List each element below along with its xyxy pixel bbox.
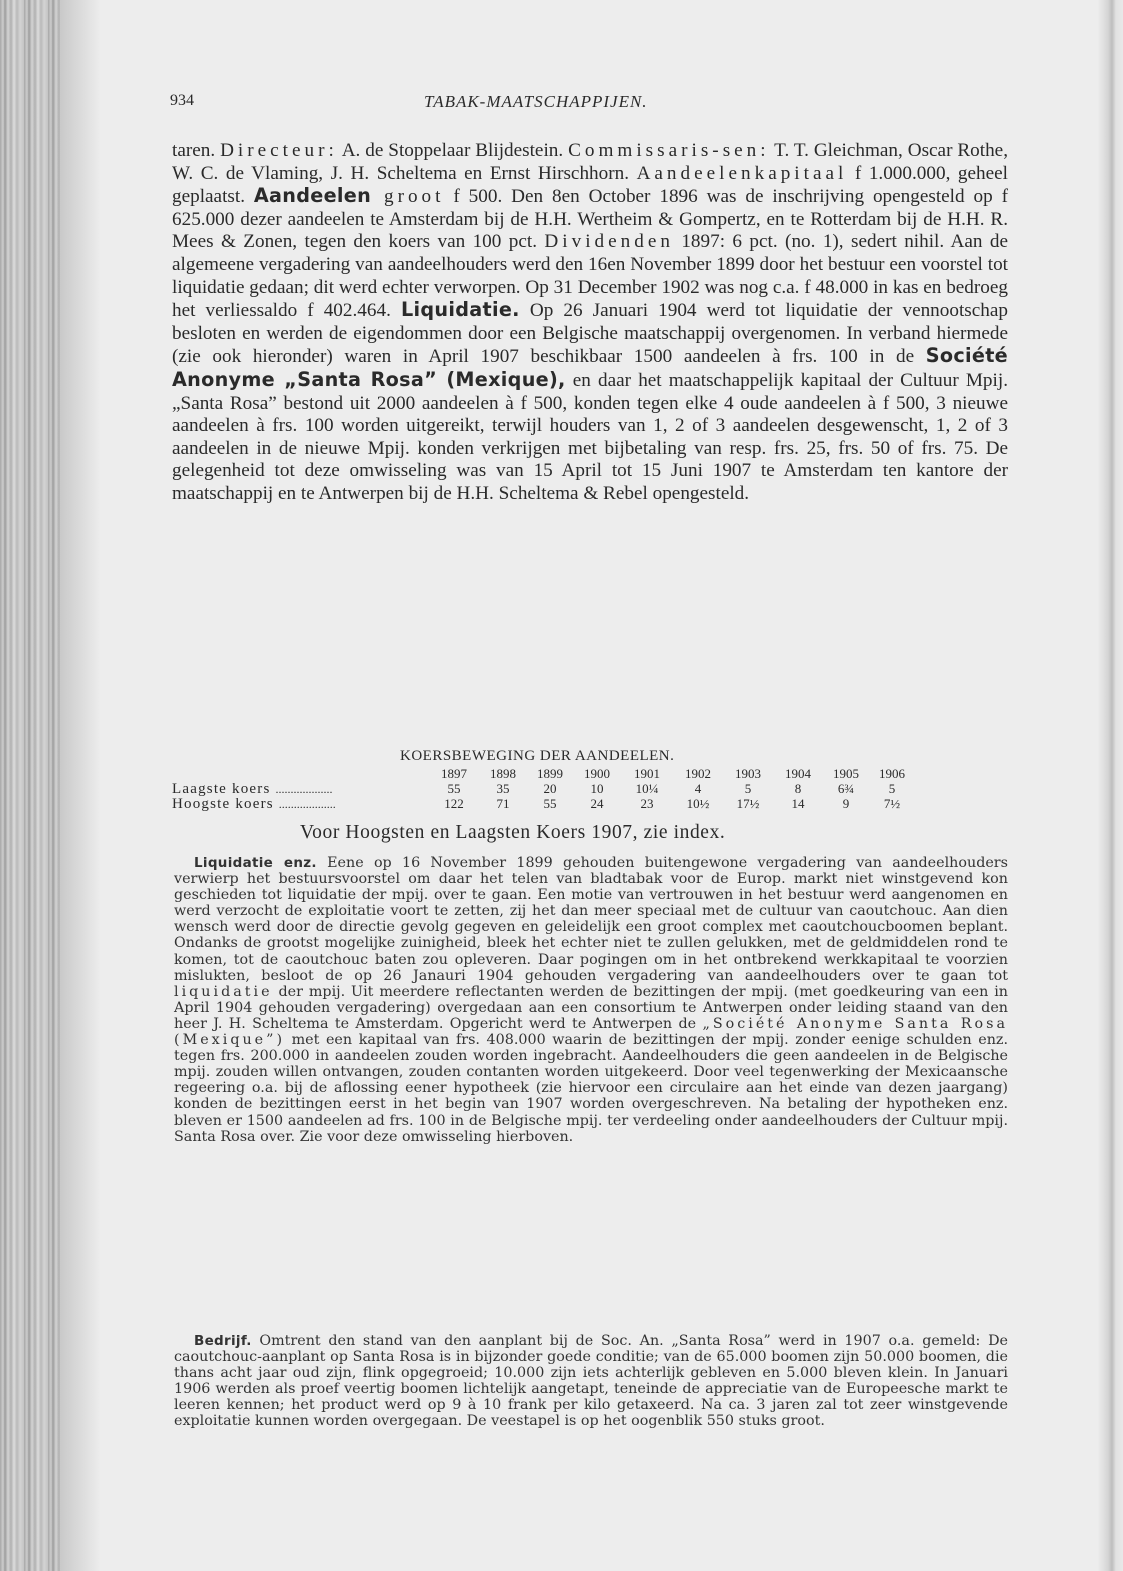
liquidatie-enz-heading: Liquidatie enz.	[194, 855, 317, 871]
koers-year-row: 1897 1898 1899 1900 1901 1902 1903 1904 1905 1906	[441, 766, 905, 781]
kapitaal-label: Aandeelenkapitaal	[636, 162, 848, 184]
groot-label: groot	[371, 186, 445, 208]
commissarissen-label: Commissaris-sen:	[568, 140, 770, 161]
page-edge-shadow	[1098, 0, 1123, 1571]
koers-row-laagste: Laagste koers ................... 55 35 20 10 10¼ 4 5 8 6¾ 5	[172, 781, 896, 797]
running-title: TABAK-MAATSCHAPPIJEN.	[424, 92, 648, 111]
liquidatie-section: Liquidatie enz. Eene op 16 November 1899 gehouden buitengewone vergadering van aandeelhouders verwierp het bestuursvoorstel om daar het telen van bladtabak voor de Europ. markt niet winstgevend kon geschieden tot liquidatie der mpij. over te gaan. Een motie van vertrouwen in het bestuur werd aangenomen en werd verzocht de exploitatie voort te zetten, zij het dan meer speciaal met de cultuur van caoutchouc. Aan dien wensch werd door de directie gevolg gegeven en geleidelijk een groot complex met caoutchoucboomen beplant. Ondanks de grootst mogelijke zuinigheid, bleek het echter niet te zullen gelukken, met de geldmiddelen rond te komen, tot de caoutchouc baten zou opleveren. Daar pogingen om in het ontbrekend werkkapitaal te voorzien mislukten, besloot de op 26 Janauri 1904 gehouden vergadering van aandeelhouders over te gaan tot liquidatie der mpij. Uit meerdere reflectanten werden de bezittingen der mpij. (met goedkeuring van een in April 1904 gehouden vergadering) overgedaan aan een consortium te Antwerpen onder leiding staand van den heer J. H. Scheltema te Amsterdam. Opgericht werd te Antwerpen de „Société Anonyme Santa Rosa (Mexique”) met een kapitaal van frs. 408.000 waarin de bezittingen der mpij. zonder eenige schulden enz. tegen frs. 200.000 in aandeelen zouden worden ingebracht. Aandeelhouders die geen aandeelen in de Belgische mpij. zouden willen ontvangen, zouden contanten worden uitgekeerd. Door veel tegenwerking der Mexicaansche regeering o.a. bij de aflossing eener hypotheek (zie hiervoor een circulaire aan het einde van dezen jaargang) konden de bezittingen eerst in het begin van 1907 worden overgeschreven. Na betaling der hypotheken enz. bleven er 1500 aandeelen ad frs. 100 in de Belgische mpij. ter verdeeling onder aandeelhouders der Cultuur mpij. Santa Rosa over. Zie voor deze omwisseling hierboven.	[174, 855, 1008, 1145]
page-number: 934	[170, 92, 194, 109]
gutter-shadow	[60, 0, 100, 1571]
main-body-text	[172, 140, 1008, 506]
directeur-label: Directeur:	[220, 140, 338, 161]
koers-table-note: Voor Hoogsten en Laagsten Koers 1907, zie index.	[300, 822, 726, 843]
liquidatie-heading: Liquidatie.	[400, 298, 520, 322]
row-label: Hoogste koers	[172, 796, 274, 812]
company-paragraph: taren. Directeur: A. de Stoppelaar Blijdestein. Commissaris-sen: T. T. Gleichman, Oscar Rothe, W. C. de Vlaming, J. H. Scheltema en Ernst Hirschhorn. Aandeelenkapitaal f 1.000.000, geheel geplaatst. Aandeelen groot f 500. Den 8en October 1896 was de inschrijving opengesteld op f 625.000 dezer aandeelen te Amsterdam bij de H.H. Wertheim & Gompertz, en te Rotterdam bij de H.H. R. Mees & Zonen, tegen den koers van 100 pct. Dividenden 1897: 6 pct. (no. 1), sedert nihil. Aan de algemeene vergadering van aandeelhouders werd den 16en November 1899 door het bestuur een voorstel tot liquidatie gedaan; dit werd echter verworpen. Op 31 December 1902 was nog c.a. f 48.000 in kas en bedroeg het verliessaldo f 402.464. Liquidatie. Op 26 Januari 1904 werd tot liquidatie der vennootschap besloten en werden de eigendommen door een Belgische maatschappij overgenomen. In verband hiermede (zie ook hieronder) waren in April 1907 beschikbaar 1500 aandeelen à frs. 100 in de Société Anonyme „Santa Rosa” (Mexique), en daar het maatschappelijk kapitaal der Cultuur Mpij. „Santa Rosa” bestond uit 2000 aandeelen à f 500, konden tegen elke 4 oude aandeelen à f 500, 3 nieuwe aandeelen à frs. 100 worden uitgereikt, terwijl houders van 1, 2 of 3 aandeelen desgewenscht, 1, 2 of 3 aandeelen in de nieuwe Mpij. konden verkrijgen met bijbetaling van resp. frs. 25, frs. 50 of frs. 75. De gelegenheid tot deze omwisseling was van 15 April tot 15 Juni 1907 te Amsterdam ten kantore der maatschappij en te Antwerpen bij de H.H. Scheltema & Rebel opengesteld.	[172, 140, 1008, 504]
row-label: Laagste koers	[172, 781, 271, 797]
koers-row-hoogste: Hoogste koers ................... 122 71 55 24 23 10½ 17½ 14 9 7½	[172, 796, 901, 812]
societe-anonyme-heading: Société Anonyme „Santa Rosa” (Mexique),	[172, 344, 1008, 391]
koers-table-title: KOERSBEWEGING DER AANDEELEN.	[400, 748, 675, 764]
dividenden-label: Dividenden	[544, 231, 674, 253]
bedrijf-heading: Bedrijf.	[194, 1333, 252, 1349]
aandeelen-heading: Aandeelen	[253, 184, 372, 208]
running-header	[172, 92, 1008, 116]
koers-table	[172, 766, 1008, 811]
bedrijf-section: Bedrijf. Omtrent den stand van den aanplant bij de Soc. An. „Santa Rosa” werd in 1907 o.a. gemeld: De caoutchouc-aanplant op Santa Rosa is in bijzonder goede conditie; van de 65.000 boomen zijn 50.000 boomen, die thans acht jaar oud zijn, flink opgegroeid; 10.000 zijn iets achterlijk gebleven en 5.000 bleven klein. In Januari 1906 werden als proef veertig boomen lichtelijk aangetapt, teneinde de appreciatie van de Europeesche markt te leeren kennen; het product werd op 9 à 10 frank per kilo getaxeerd. Na ca. 3 jaren zal tot zeer winstgevende exploitatie kunnen worden overgegaan. De veestapel is op het oogenblik 550 stuks groot.	[174, 1333, 1008, 1430]
